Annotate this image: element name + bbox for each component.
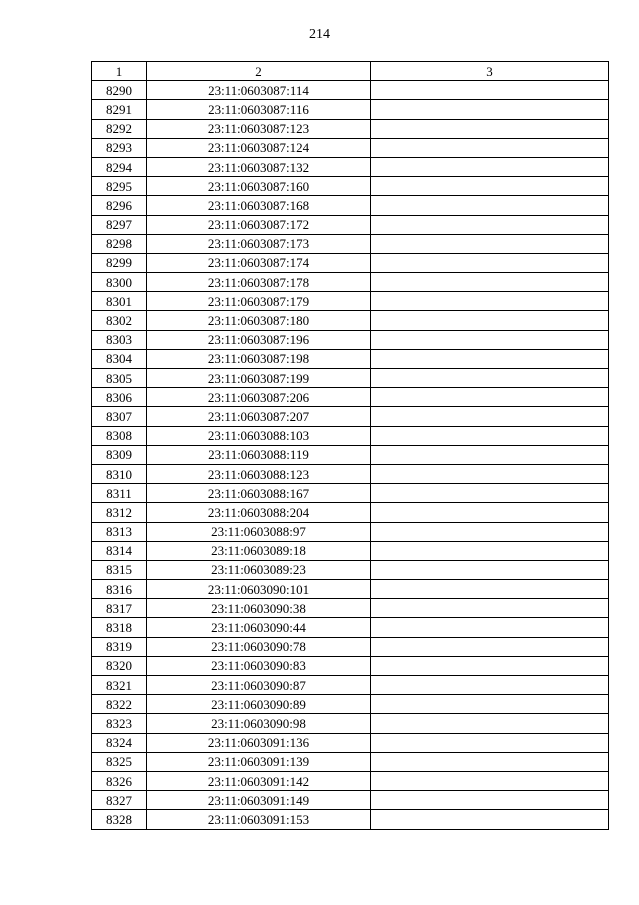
cadastral-number-cell: 23:11:0603088:119 xyxy=(147,445,371,464)
row-number-cell: 8314 xyxy=(92,541,147,560)
note-cell xyxy=(371,196,609,215)
note-cell xyxy=(371,369,609,388)
table-row xyxy=(92,234,609,253)
table-row xyxy=(92,445,609,464)
cadastral-number-cell: 23:11:0603087:132 xyxy=(147,157,371,176)
note-cell xyxy=(371,695,609,714)
cadastral-number-cell: 23:11:0603087:172 xyxy=(147,215,371,234)
note-cell xyxy=(371,407,609,426)
row-number-cell: 8304 xyxy=(92,349,147,368)
cadastral-number-cell: 23:11:0603087:199 xyxy=(147,369,371,388)
row-number-cell: 8321 xyxy=(92,676,147,695)
cadastral-number-cell: 23:11:0603088:123 xyxy=(147,464,371,483)
cadastral-number-cell: 23:11:0603087:160 xyxy=(147,177,371,196)
note-cell xyxy=(371,560,609,579)
row-number-cell: 8312 xyxy=(92,503,147,522)
row-number-cell: 8296 xyxy=(92,196,147,215)
table-row xyxy=(92,177,609,196)
table-row xyxy=(92,733,609,752)
row-number-cell: 8294 xyxy=(92,157,147,176)
note-cell xyxy=(371,733,609,752)
row-number-cell: 8302 xyxy=(92,311,147,330)
cadastral-number-cell: 23:11:0603087:168 xyxy=(147,196,371,215)
table-row xyxy=(92,196,609,215)
note-cell xyxy=(371,234,609,253)
row-number-cell: 8320 xyxy=(92,656,147,675)
note-cell xyxy=(371,349,609,368)
note-cell xyxy=(371,177,609,196)
table-row xyxy=(92,273,609,292)
row-number-cell: 8306 xyxy=(92,388,147,407)
row-number-cell: 8317 xyxy=(92,599,147,618)
row-number-cell: 8313 xyxy=(92,522,147,541)
row-number-cell: 8322 xyxy=(92,695,147,714)
note-cell xyxy=(371,810,609,829)
row-number-cell: 8298 xyxy=(92,234,147,253)
row-number-cell: 8301 xyxy=(92,292,147,311)
row-number-cell: 8327 xyxy=(92,791,147,810)
table-row xyxy=(92,676,609,695)
cadastral-number-cell: 23:11:0603087:179 xyxy=(147,292,371,311)
row-number-cell: 8293 xyxy=(92,138,147,157)
note-cell xyxy=(371,253,609,272)
row-number-cell: 8299 xyxy=(92,253,147,272)
cadastral-number-cell: 23:11:0603088:97 xyxy=(147,522,371,541)
row-number-cell: 8291 xyxy=(92,100,147,119)
table-row xyxy=(92,157,609,176)
note-cell xyxy=(371,618,609,637)
cadastral-number-cell: 23:11:0603090:89 xyxy=(147,695,371,714)
note-cell xyxy=(371,791,609,810)
row-number-cell: 8290 xyxy=(92,81,147,100)
note-cell xyxy=(371,81,609,100)
cadastral-number-cell: 23:11:0603089:23 xyxy=(147,560,371,579)
column-header-3: 3 xyxy=(371,62,609,81)
note-cell xyxy=(371,311,609,330)
table-row xyxy=(92,810,609,829)
cadastral-number-cell: 23:11:0603090:98 xyxy=(147,714,371,733)
cadastral-number-cell: 23:11:0603090:83 xyxy=(147,656,371,675)
cadastral-number-cell: 23:11:0603091:149 xyxy=(147,791,371,810)
note-cell xyxy=(371,292,609,311)
note-cell xyxy=(371,215,609,234)
cadastral-number-cell: 23:11:0603090:44 xyxy=(147,618,371,637)
cadastral-number-cell: 23:11:0603087:206 xyxy=(147,388,371,407)
table-row xyxy=(92,464,609,483)
row-number-cell: 8300 xyxy=(92,273,147,292)
row-number-cell: 8315 xyxy=(92,560,147,579)
table-row xyxy=(92,369,609,388)
table-row xyxy=(92,292,609,311)
cadastral-number-cell: 23:11:0603087:180 xyxy=(147,311,371,330)
table-row xyxy=(92,215,609,234)
table-row xyxy=(92,522,609,541)
cadastral-number-cell: 23:11:0603091:136 xyxy=(147,733,371,752)
note-cell xyxy=(371,426,609,445)
table-row xyxy=(92,349,609,368)
note-cell xyxy=(371,330,609,349)
table-row xyxy=(92,311,609,330)
table-row xyxy=(92,138,609,157)
row-number-cell: 8325 xyxy=(92,752,147,771)
table-row xyxy=(92,426,609,445)
cadastral-number-cell: 23:11:0603087:114 xyxy=(147,81,371,100)
table-row xyxy=(92,637,609,656)
cadastral-number-cell: 23:11:0603087:174 xyxy=(147,253,371,272)
cadastral-number-cell: 23:11:0603087:116 xyxy=(147,100,371,119)
note-cell xyxy=(371,714,609,733)
row-number-cell: 8303 xyxy=(92,330,147,349)
table-row xyxy=(92,119,609,138)
cadastral-number-cell: 23:11:0603091:153 xyxy=(147,810,371,829)
cadastral-number-cell: 23:11:0603090:38 xyxy=(147,599,371,618)
note-cell xyxy=(371,464,609,483)
table-row xyxy=(92,656,609,675)
note-cell xyxy=(371,445,609,464)
note-cell xyxy=(371,100,609,119)
cadastral-number-cell: 23:11:0603090:87 xyxy=(147,676,371,695)
note-cell xyxy=(371,388,609,407)
cadastral-number-cell: 23:11:0603087:178 xyxy=(147,273,371,292)
row-number-cell: 8297 xyxy=(92,215,147,234)
cadastral-number-cell: 23:11:0603088:103 xyxy=(147,426,371,445)
cadastral-number-cell: 23:11:0603087:173 xyxy=(147,234,371,253)
cadastral-number-cell: 23:11:0603087:123 xyxy=(147,119,371,138)
note-cell xyxy=(371,599,609,618)
table-header-row xyxy=(92,62,609,81)
row-number-cell: 8311 xyxy=(92,484,147,503)
note-cell xyxy=(371,580,609,599)
table-row xyxy=(92,503,609,522)
row-number-cell: 8308 xyxy=(92,426,147,445)
table-row xyxy=(92,752,609,771)
table-row xyxy=(92,330,609,349)
row-number-cell: 8318 xyxy=(92,618,147,637)
table-row xyxy=(92,253,609,272)
row-number-cell: 8307 xyxy=(92,407,147,426)
cadastral-number-cell: 23:11:0603090:78 xyxy=(147,637,371,656)
column-header-1: 1 xyxy=(92,62,147,81)
table-row xyxy=(92,791,609,810)
cadastral-number-cell: 23:11:0603087:198 xyxy=(147,349,371,368)
table-row xyxy=(92,484,609,503)
cadastral-number-cell: 23:11:0603091:142 xyxy=(147,771,371,790)
table-row xyxy=(92,695,609,714)
cadastral-number-cell: 23:11:0603088:204 xyxy=(147,503,371,522)
note-cell xyxy=(371,637,609,656)
note-cell xyxy=(371,522,609,541)
table-row xyxy=(92,407,609,426)
row-number-cell: 8328 xyxy=(92,810,147,829)
row-number-cell: 8305 xyxy=(92,369,147,388)
row-number-cell: 8323 xyxy=(92,714,147,733)
note-cell xyxy=(371,484,609,503)
table-row xyxy=(92,81,609,100)
note-cell xyxy=(371,157,609,176)
cadastral-number-cell: 23:11:0603089:18 xyxy=(147,541,371,560)
row-number-cell: 8316 xyxy=(92,580,147,599)
table-row xyxy=(92,771,609,790)
table-row xyxy=(92,560,609,579)
note-cell xyxy=(371,273,609,292)
row-number-cell: 8324 xyxy=(92,733,147,752)
note-cell xyxy=(371,119,609,138)
note-cell xyxy=(371,752,609,771)
table-row xyxy=(92,714,609,733)
cadastral-number-cell: 23:11:0603087:124 xyxy=(147,138,371,157)
table-row xyxy=(92,388,609,407)
note-cell xyxy=(371,656,609,675)
cadastral-number-cell: 23:11:0603090:101 xyxy=(147,580,371,599)
table-row xyxy=(92,599,609,618)
note-cell xyxy=(371,503,609,522)
row-number-cell: 8326 xyxy=(92,771,147,790)
page-number: 214 xyxy=(309,27,330,42)
note-cell xyxy=(371,541,609,560)
note-cell xyxy=(371,138,609,157)
table-body xyxy=(92,62,609,830)
row-number-cell: 8292 xyxy=(92,119,147,138)
table-row xyxy=(92,618,609,637)
cadastral-number-cell: 23:11:0603091:139 xyxy=(147,752,371,771)
cadastral-number-cell: 23:11:0603087:207 xyxy=(147,407,371,426)
data-table xyxy=(91,61,609,830)
table-row xyxy=(92,541,609,560)
row-number-cell: 8310 xyxy=(92,464,147,483)
note-cell xyxy=(371,771,609,790)
row-number-cell: 8309 xyxy=(92,445,147,464)
cadastral-number-cell: 23:11:0603088:167 xyxy=(147,484,371,503)
note-cell xyxy=(371,676,609,695)
row-number-cell: 8319 xyxy=(92,637,147,656)
table-row xyxy=(92,100,609,119)
column-header-2: 2 xyxy=(147,62,371,81)
table-row xyxy=(92,580,609,599)
row-number-cell: 8295 xyxy=(92,177,147,196)
cadastral-number-cell: 23:11:0603087:196 xyxy=(147,330,371,349)
